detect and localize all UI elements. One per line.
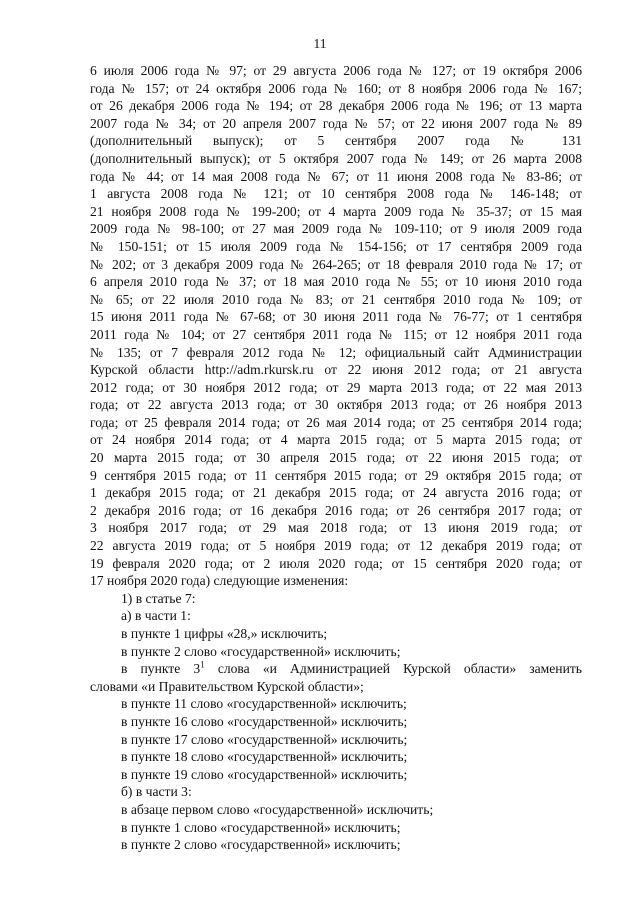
item-point-16: в пункте 16 слово «государственной» исключить; xyxy=(121,713,408,729)
paragraph-line: года № 44; от 14 мая 2008 года № 67; от 11 июня 2008 года № 83-86; от xyxy=(90,168,582,184)
paragraph-line: 3 ноября 2017 года; от 29 мая 2018 года; от 13 июня 2019 года; от xyxy=(90,520,582,536)
paragraph-line: 19 февраля 2020 года; от 2 июля 2020 года; от 15 сентября 2020 года; от xyxy=(90,555,582,571)
item-point-2-word: в пункте 2 слово «государственной» исключить; xyxy=(121,643,401,659)
paragraph-line: № 65; от 22 июля 2010 года № 83; от 21 сентября 2010 года № 109; от xyxy=(90,291,582,307)
item-point-1-digits: в пункте 1 цифры «28,» исключить; xyxy=(121,626,328,641)
paragraph-line: 2007 года № 34; от 20 апреля 2007 года № 57; от 22 июня 2007 года № 89 xyxy=(90,115,582,131)
item-article-7: 1) в статье 7: xyxy=(121,590,196,606)
amendment-paragraph xyxy=(90,62,582,572)
page-number: 11 xyxy=(313,36,327,51)
paragraph-line: 2 декабря 2016 года; от 16 декабря 2016 года; от 26 сентября 2017 года; от xyxy=(90,502,582,518)
paragraph-line: Курской области http://adm.rkursk.ru от 22 июня 2012 года; от 21 августа xyxy=(90,362,582,378)
item-point-17: в пункте 17 слово «государственной» исключить; xyxy=(121,731,408,747)
item-part-3: б) в части 3: xyxy=(121,784,192,800)
item-part-3-point-2: в пункте 2 слово «государственной» исключить; xyxy=(121,837,401,853)
item-point-3-1-line-2: словами «и Правительством Курской области»; xyxy=(90,678,364,694)
paragraph-line: 2012 года; от 30 ноября 2012 года; от 29 марта 2013 года; от 22 мая 2013 xyxy=(90,379,582,395)
paragraph-line: 21 ноября 2008 года № 199-200; от 4 марта 2009 года № 35-37; от 15 мая xyxy=(90,203,582,219)
paragraph-line: (дополнительный выпуск); от 5 сентября 2007 года № 131 xyxy=(90,133,582,149)
paragraph-line: года; от 22 августа 2013 года; от 30 октября 2013 года; от 26 ноября 2013 xyxy=(90,397,582,413)
item-point-11: в пункте 11 слово «государственной» исключить; xyxy=(121,696,407,712)
paragraph-line: 22 августа 2019 года; от 5 ноября 2019 года; от 12 декабря 2019 года; от xyxy=(90,538,582,554)
paragraph-line: 2011 года № 104; от 27 сентября 2011 года № 115; от 12 ноября 2011 года xyxy=(90,326,582,342)
item-point-19: в пункте 19 слово «государственной» исключить; xyxy=(121,766,408,782)
paragraph-last-line: 17 ноября 2020 года) следующие изменения: xyxy=(90,573,349,589)
item-part-1: а) в части 1: xyxy=(121,608,191,624)
paragraph-line: 1 августа 2008 года № 121; от 10 сентября 2008 года № 146-148; от xyxy=(90,186,582,202)
paragraph-line: № 202; от 3 декабря 2009 года № 264-265; от 18 февраля 2010 года № 17; от xyxy=(90,256,582,272)
point-3-1-superscript: 1 xyxy=(200,659,205,670)
paragraph-line: 1 декабря 2015 года; от 21 декабря 2015 года; от 24 августа 2016 года; от xyxy=(90,485,582,501)
paragraph-line: (дополнительный выпуск); от 5 октября 2007 года № 149; от 26 марта 2008 xyxy=(90,150,582,166)
paragraph-line: 6 июля 2006 года № 97; от 29 августа 2006 года № 127; от 19 октября 2006 xyxy=(90,63,582,78)
paragraph-line: № 135; от 7 февраля 2012 года № 12; официальный сайт Администрации xyxy=(90,344,582,360)
paragraph-line: года; от 25 февраля 2014 года; от 26 мая 2014 года; от 25 сентября 2014 года; xyxy=(90,414,582,430)
item-point-18: в пункте 18 слово «государственной» исключить; xyxy=(121,749,408,765)
item-point-3-1-line-1 xyxy=(90,660,582,678)
paragraph-line: 2009 года № 98-100; от 27 мая 2009 года № 109-110; от 9 июля 2009 года xyxy=(90,221,582,237)
paragraph-line: от 24 ноября 2014 года; от 4 марта 2015 года; от 5 марта 2015 года; от xyxy=(90,432,582,448)
paragraph-line: № 150-151; от 15 июля 2009 года № 154-156; от 17 сентября 2009 года xyxy=(90,238,582,254)
paragraph-line: 15 июня 2011 года № 67-68; от 30 июня 2011 года № 76-77; от 1 сентября xyxy=(90,309,582,325)
point-3-1-prefix: в пункте 3 xyxy=(121,661,201,677)
paragraph-line: 20 марта 2015 года; от 30 апреля 2015 года; от 22 июня 2015 года; от xyxy=(90,450,582,466)
item-part-3-point-1: в пункте 1 слово «государственной» исключить; xyxy=(121,819,401,835)
item-abzac-1: в абзаце первом слово «государственной» исключить; xyxy=(121,801,434,817)
paragraph-line: года № 157; от 24 октября 2006 года № 160; от 8 ноября 2006 года № 167; xyxy=(90,80,582,96)
point-3-1-suffix: слова «и Администрацией Курской области» заменить xyxy=(204,661,582,677)
document-body xyxy=(90,62,582,854)
paragraph-line: 9 сентября 2015 года; от 11 сентября 2015 года; от 29 октября 2015 года; от xyxy=(90,467,582,483)
paragraph-line: 6 апреля 2010 года № 37; от 18 мая 2010 года № 55; от 10 июня 2010 года xyxy=(90,274,582,290)
paragraph-line: от 26 декабря 2006 года № 194; от 28 декабря 2006 года № 196; от 13 марта xyxy=(90,98,582,114)
